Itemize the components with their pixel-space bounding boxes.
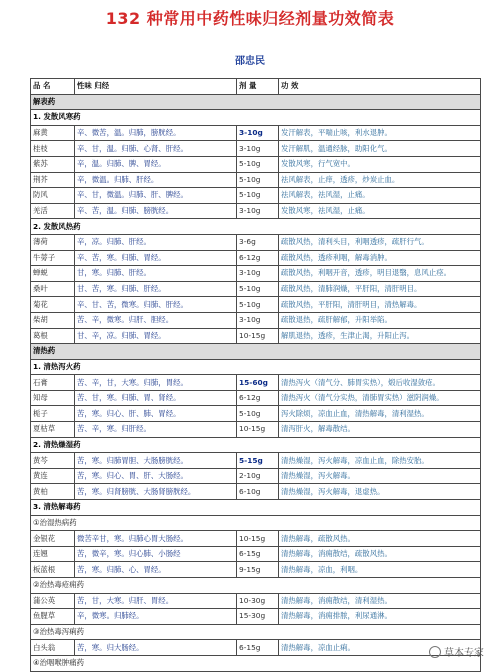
herb-property: 苦、辛，微寒。归肝、胆经。 (75, 312, 237, 328)
herb-property: 甘、辛，凉。归肺、胃经。 (75, 328, 237, 344)
herb-name: 菊花 (31, 297, 75, 313)
herb-name: 薄荷 (31, 234, 75, 250)
herb-effect: 泻火除烦，凉血止血，清热解毒，清利湿热。 (279, 406, 481, 422)
herb-name: 夏枯草 (31, 422, 75, 438)
category-row (31, 94, 481, 110)
table-row (31, 234, 481, 250)
table-row (31, 546, 481, 562)
table-row (31, 156, 481, 172)
herb-effect: 疏散风热，清利头目，利咽透疹，疏肝行气。 (279, 234, 481, 250)
herb-property: 微苦辛甘，寒。归肺心胃大肠经。 (75, 531, 237, 547)
subcategory-row (31, 500, 481, 516)
category-row (31, 344, 481, 360)
section-label: 清热药 (31, 344, 481, 360)
table-body (31, 94, 481, 671)
herb-name: 黄芩 (31, 453, 75, 469)
subcategory-row (31, 359, 481, 375)
col-header-name: 品 名 (31, 79, 75, 95)
herb-property: 苦、辛，甘，大寒。归肺，胃经。 (75, 375, 237, 391)
herb-effect: 发散风寒，祛风湿，止痛。 (279, 203, 481, 219)
section-label: 2. 清热燥湿药 (31, 437, 481, 453)
herb-dose: 10-30g (237, 593, 279, 609)
herb-dose: 3-10g (237, 312, 279, 328)
herb-dose: 6-15g (237, 546, 279, 562)
table-header-row (31, 79, 481, 95)
herb-name: 防风 (31, 188, 75, 204)
herb-dose: 5-10g (237, 156, 279, 172)
herb-name: 连翘 (31, 546, 75, 562)
herb-name: 栀子 (31, 406, 75, 422)
herb-dose: 10-15g (237, 328, 279, 344)
section-label: 1. 清热泻火药 (31, 359, 481, 375)
herb-effect: 清热解毒，消痈排脓，利尿通淋。 (279, 609, 481, 625)
herb-dose: 6-15g (237, 640, 279, 656)
section-label: ②治热毒疮痈药 (31, 578, 481, 594)
author-name: 邵忠民 (235, 56, 265, 67)
herb-name: 麻黄 (31, 125, 75, 141)
herb-name: 荆芥 (31, 172, 75, 188)
subcategory-row (31, 515, 481, 531)
subcategory-row (31, 624, 481, 640)
herb-dose: 5-10g (237, 297, 279, 313)
herb-dose: 15-30g (237, 609, 279, 625)
herb-name: 蝉蜕 (31, 266, 75, 282)
brand-icon (429, 646, 441, 658)
watermark (429, 644, 484, 659)
col-header-dose: 剂 量 (237, 79, 279, 95)
herb-name: 桑叶 (31, 281, 75, 297)
table-row (31, 328, 481, 344)
table-row (31, 390, 481, 406)
herb-property: 苦，寒。归心、肝、肺、胃经。 (75, 406, 237, 422)
herb-property: 辛、微苦，温。归肺，膀胱经。 (75, 125, 237, 141)
table-row (31, 531, 481, 547)
subcategory-row (31, 655, 481, 671)
herb-dose: 5-10g (237, 172, 279, 188)
herb-name: 石膏 (31, 375, 75, 391)
table-row (31, 562, 481, 578)
herb-dose: 3-10g (237, 141, 279, 157)
herb-effect: 解肌退热，透疹，生津止渴，升阳止泻。 (279, 328, 481, 344)
herb-effect: 祛风解表，祛风湿，止痛。 (279, 188, 481, 204)
herb-effect: 清热泻火（清气分实热，清肺胃实热）滋阴润燥。 (279, 390, 481, 406)
herb-property: 辛，温。归肺、脾、胃经。 (75, 156, 237, 172)
herb-property: 苦，寒。归肺胃胆、大肠膀胱经。 (75, 453, 237, 469)
herb-name: 紫苏 (31, 156, 75, 172)
col-header-effect: 功 效 (279, 79, 481, 95)
herb-effect: 清热解毒，凉血止痢。 (279, 640, 481, 656)
section-label: ③治热毒泻痢药 (31, 624, 481, 640)
herb-dose: 3-6g (237, 234, 279, 250)
herb-property: 甘，寒。归肺、肝经。 (75, 266, 237, 282)
herb-dose: 6-12g (237, 250, 279, 266)
herb-dose: 2-10g (237, 468, 279, 484)
herb-effect: 疏散风热，清肺润燥，平肝阳，清肝明目。 (279, 281, 481, 297)
herb-property: 苦，寒。归肺、心、胃经。 (75, 562, 237, 578)
herb-name: 白头翁 (31, 640, 75, 656)
herb-property: 辛、甘、苦，微寒。归肺、肝经。 (75, 297, 237, 313)
herb-dose: 5-10g (237, 188, 279, 204)
herb-dose: 3-10g (237, 125, 279, 141)
subcategory-row (31, 578, 481, 594)
herb-property: 辛、苦，温。归肺、膀胱经。 (75, 203, 237, 219)
herb-effect: 疏散风热，平肝阳，清肝明目，清热解毒。 (279, 297, 481, 313)
herb-dose: 15-60g (237, 375, 279, 391)
table-row (31, 640, 481, 656)
herb-effect: 清热燥湿，泻火解毒。 (279, 468, 481, 484)
table-row (31, 312, 481, 328)
herb-name: 羌活 (31, 203, 75, 219)
herb-dose: 10-15g (237, 422, 279, 438)
herb-dose: 10-15g (237, 531, 279, 547)
herb-dose: 5-10g (237, 406, 279, 422)
herb-dose: 6-10g (237, 484, 279, 500)
herb-effect: 疏散风热，透疹利咽，解毒消肿。 (279, 250, 481, 266)
herb-name: 金银花 (31, 531, 75, 547)
herb-property: 甘、苦，寒。归肺、肝经。 (75, 281, 237, 297)
herb-effect: 清热燥湿，泻火解毒，凉血止血，除热安胎。 (279, 453, 481, 469)
table-row (31, 406, 481, 422)
herb-name: 黄连 (31, 468, 75, 484)
herb-name: 柴胡 (31, 312, 75, 328)
herb-effect: 清热解毒，疏散风热。 (279, 531, 481, 547)
col-header-property: 性味 归经 (75, 79, 237, 95)
herb-name: 桂枝 (31, 141, 75, 157)
herb-property: 苦，寒。归心、胃、肝、大肠经。 (75, 468, 237, 484)
section-label: 3. 清热解毒药 (31, 500, 481, 516)
herb-name: 板蓝根 (31, 562, 75, 578)
herb-property: 辛、甘，温。归肺、心肾、肝经。 (75, 141, 237, 157)
herb-effect: 清热解毒，消痈散结，疏散风热。 (279, 546, 481, 562)
herb-effect: 祛风解表，止痒，透疹，炒炭止血。 (279, 172, 481, 188)
table-row (31, 141, 481, 157)
herb-effect: 发汗解肌，温通经脉，助阳化气。 (279, 141, 481, 157)
subcategory-row (31, 110, 481, 126)
herb-effect: 清热解毒，凉血，利咽。 (279, 562, 481, 578)
section-label: ①治湿热病药 (31, 515, 481, 531)
herb-dose: 6-12g (237, 390, 279, 406)
herb-effect: 发散风寒，行气宽中。 (279, 156, 481, 172)
herb-property: 辛，微寒。归肺经。 (75, 609, 237, 625)
table-row (31, 422, 481, 438)
herb-name: 葛根 (31, 328, 75, 344)
herb-effect: 疏散风热，利咽开音，透疹，明目退翳，息风止痉。 (279, 266, 481, 282)
table-row (31, 609, 481, 625)
herb-property: 苦、甘，寒。归肺、胃、肾经。 (75, 390, 237, 406)
herb-effect: 清热燥湿，泻火解毒，退虚热。 (279, 484, 481, 500)
herb-property: 辛，微温。归肺、肝经。 (75, 172, 237, 188)
herb-effect: 清热解毒，消痈散结，清利湿热。 (279, 593, 481, 609)
section-label: 2. 发散风热药 (31, 219, 481, 235)
herb-property: 辛、甘，微温。归肺、肝、脾经。 (75, 188, 237, 204)
herb-property: 苦，寒。归肾膀胱、大肠肾膀胱经。 (75, 484, 237, 500)
herb-dose: 5-15g (237, 453, 279, 469)
herb-name: 牛蒡子 (31, 250, 75, 266)
table-row (31, 375, 481, 391)
section-label: 解表药 (31, 94, 481, 110)
table-row (31, 593, 481, 609)
watermark-text: 草本专家 (444, 648, 484, 659)
herb-effect: 发汗解表，平喘止咳，利水退肿。 (279, 125, 481, 141)
section-label: 1. 发散风寒药 (31, 110, 481, 126)
herb-dose: 9-15g (237, 562, 279, 578)
subcategory-row (31, 219, 481, 235)
herb-effect: 疏散退热，疏肝解郁，升阳举陷。 (279, 312, 481, 328)
table-row (31, 468, 481, 484)
table-row (31, 188, 481, 204)
table-row (31, 172, 481, 188)
table-row (31, 281, 481, 297)
herb-dose: 3-10g (237, 203, 279, 219)
herb-dose: 5-10g (237, 281, 279, 297)
herb-name: 鱼腥草 (31, 609, 75, 625)
table-row (31, 203, 481, 219)
herb-effect: 清热泻火（清气分、肺胃实热），煅后收湿敛疮。 (279, 375, 481, 391)
herb-property: 苦，微辛，寒。归心肺、小肠经 (75, 546, 237, 562)
herb-effect: 清泻肝火，解毒散结。 (279, 422, 481, 438)
herb-name: 蒲公英 (31, 593, 75, 609)
page-title: 132 种常用中药性味归经剂量功效简表 (105, 9, 395, 28)
table-row (31, 266, 481, 282)
table-row (31, 297, 481, 313)
herb-property: 苦，寒。归大肠经。 (75, 640, 237, 656)
herb-table (30, 78, 481, 672)
herb-name: 黄柏 (31, 484, 75, 500)
table-row (31, 453, 481, 469)
table-row (31, 250, 481, 266)
subcategory-row (31, 437, 481, 453)
table-row (31, 125, 481, 141)
section-label: ④治咽喉肿痛药 (31, 655, 481, 671)
table-row (31, 484, 481, 500)
herb-name: 知母 (31, 390, 75, 406)
herb-dose: 3-10g (237, 266, 279, 282)
herb-property: 苦、辛，寒。归肝经。 (75, 422, 237, 438)
herb-property: 辛，凉。归肺、肝经。 (75, 234, 237, 250)
herb-property: 苦，甘，大寒。归肝、胃经。 (75, 593, 237, 609)
herb-property: 辛、苦，寒。归肺、胃经。 (75, 250, 237, 266)
